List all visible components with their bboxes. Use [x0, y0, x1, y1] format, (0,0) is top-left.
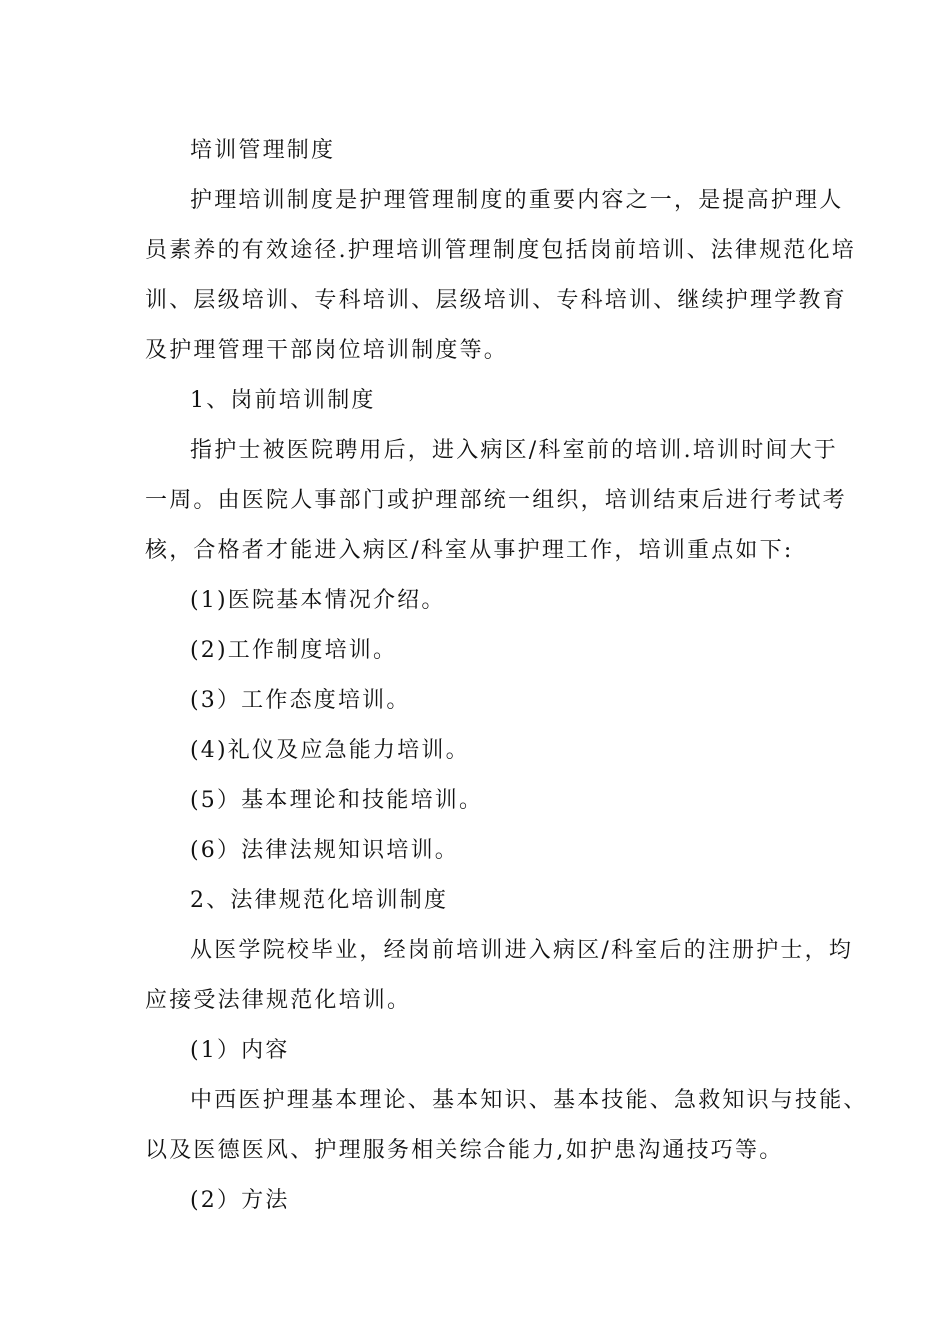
- section-heading-legal-standardized-training: 2、法律规范化培训制度: [190, 888, 449, 913]
- list-item: (4)礼仪及应急能力培训。: [190, 738, 470, 763]
- intro-line: 护理培训制度是护理管理制度的重要内容之一，是提高护理人: [190, 188, 844, 213]
- list-item: (6）法律法规知识培训。: [190, 838, 459, 863]
- section2-paragraph-line: 应接受法律规范化培训。: [145, 988, 412, 1013]
- intro-line: 员素养的有效途径.护理培训管理制度包括岗前培训、法律规范化培: [145, 238, 856, 263]
- subsection-heading-content: (1）内容: [190, 1038, 290, 1063]
- intro-line: 及护理管理干部岗位培训制度等。: [145, 338, 509, 363]
- subsection-heading-method: (2）方法: [190, 1188, 290, 1213]
- section1-paragraph-line: 指护士被医院聘用后，进入病区/科室前的培训.培训时间大于: [190, 438, 839, 463]
- content-paragraph-line: 中西医护理基本理论、基本知识、基本技能、急救知识与技能、: [190, 1088, 868, 1113]
- section-heading-pre-job-training: 1、岗前培训制度: [190, 388, 376, 413]
- list-item: (5）基本理论和技能培训。: [190, 788, 484, 813]
- intro-line: 训、层级培训、专科培训、层级培训、专科培训、继续护理学教育: [145, 288, 847, 313]
- section1-paragraph-line: 核，合格者才能进入病区/科室从事护理工作，培训重点如下:: [145, 538, 794, 563]
- section1-paragraph-line: 一周。由医院人事部门或护理部统一组织，培训结束后进行考试考: [145, 488, 847, 513]
- document-title: 培训管理制度: [190, 138, 336, 163]
- list-item: (2)工作制度培训。: [190, 638, 398, 663]
- section2-paragraph-line: 从医学院校毕业，经岗前培训进入病区/科室后的注册护士，均: [190, 938, 854, 963]
- list-item: (1)医院基本情况介绍。: [190, 588, 446, 613]
- list-item: (3）工作态度培训。: [190, 688, 411, 713]
- content-paragraph-line: 以及医德医风、护理服务相关综合能力,如护患沟通技巧等。: [145, 1138, 784, 1163]
